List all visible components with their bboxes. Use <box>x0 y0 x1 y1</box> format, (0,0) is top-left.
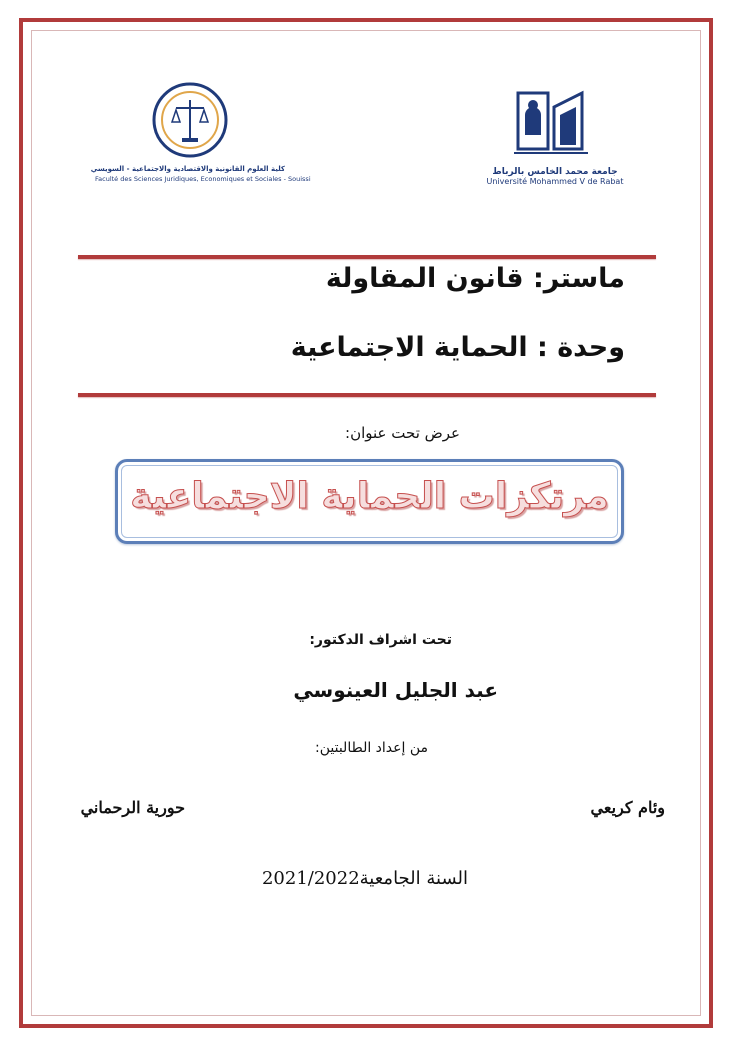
presentation-title: مرتكزات الحماية الاجتماعية <box>130 476 609 517</box>
header-rule-top <box>78 255 656 259</box>
master-heading: ماستر: قانون المقاولة <box>325 263 625 294</box>
university-emblem-icon <box>500 85 610 163</box>
faculty-name-fr: Faculté des Sciences Juridiques, Economiques et Sociales - Souissi <box>95 175 311 183</box>
supervisor-label: تحت اشراف الدكتور: <box>309 632 452 648</box>
title-box <box>115 459 624 544</box>
faculty-logo <box>90 80 311 200</box>
prepared-by-label: من إعداد الطالبتين: <box>315 740 428 756</box>
academic-year: السنة الجامعية2021/2022 <box>261 868 468 889</box>
header-rule-bottom <box>78 393 656 397</box>
module-heading: وحدة : الحماية الاجتماعية <box>290 332 625 363</box>
university-name-fr: Université Mohammed V de Rabat <box>486 177 624 186</box>
supervisor-name: عبد الجليل العينوسي <box>293 678 498 702</box>
university-logo <box>480 85 630 195</box>
faculty-seal-icon <box>150 80 230 160</box>
faculty-name-ar: كلية العلوم القانونية والاقتصادية والاجتماعية - السويسي <box>90 165 285 173</box>
student-name-2: حورية الرحماني <box>80 798 185 817</box>
student-name-1: وئام كريعي <box>590 798 665 817</box>
university-name-ar: جامعة محمد الخامس بالرباط <box>492 167 618 177</box>
subtitle-label: عرض تحت عنوان: <box>345 424 460 442</box>
